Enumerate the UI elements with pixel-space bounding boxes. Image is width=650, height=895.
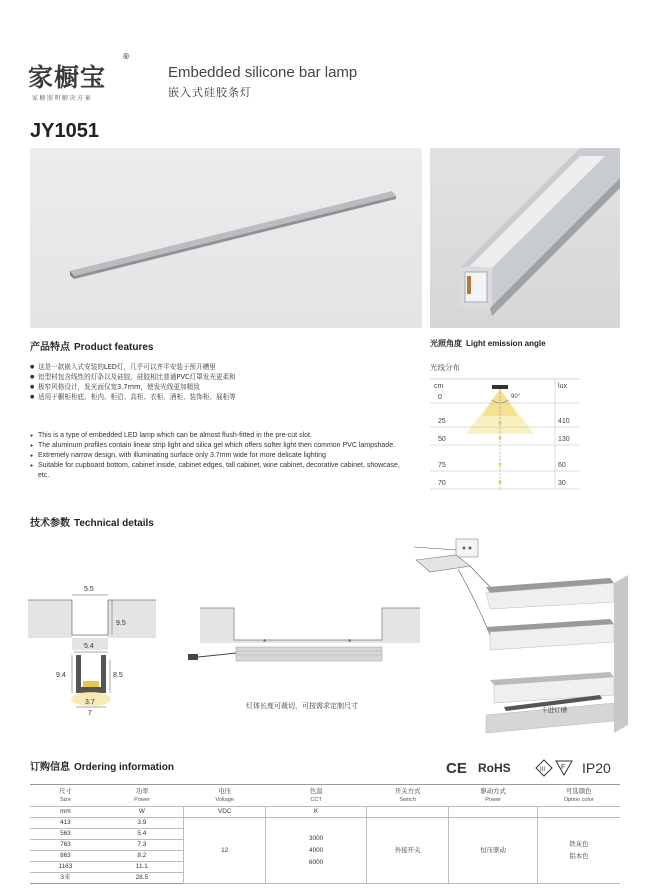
profile-section [56,643,123,717]
cut-note: 灯体长度可裁切，可按需求定制尺寸 [246,702,358,710]
feature-item-cn: ● 铝型材包含线性的灯条以及硅胶，硅胶相比普通PVC灯罩发光更柔和 [30,372,236,382]
class-three-icon: III [540,767,546,773]
features-list-en [30,431,410,481]
color-option: 铝本色 [569,852,589,860]
cell-power: 7.3 [101,840,184,851]
table-unit-row [30,807,620,818]
unit-voltage: VDC [183,807,266,818]
lamp-marker [492,385,508,389]
distribution-row [430,480,580,489]
features-heading-en: Product features [74,342,154,353]
row-lux: 30 [558,480,566,487]
cell-size: 1163 [30,862,101,873]
feature-item-en: ● Extremely narrow design, with illuminating surface only 3.7mm wide for more delicate lighting [30,451,410,461]
features-list-cn [30,362,236,402]
distribution-subtitle: 光线分布 [430,363,460,372]
slot-section [28,586,156,650]
feature-item-cn: ● 极窄风格设计，发光面仅宽3.7mm，使发光线更加精致 [30,382,236,392]
svg-text:*: * [348,638,352,647]
f-mark-icon: F [561,764,566,771]
lamp-bar-illustration [30,148,422,328]
col-cct: 色温 CCT [266,785,366,807]
cell-size: 763 [30,840,101,851]
cell-driver: 恒压驱动 [449,818,538,884]
ordering-table [30,784,620,884]
cell-size: 863 [30,851,101,862]
ordering-heading [30,758,174,773]
cell-size: 413 [30,818,101,829]
certification-marks [446,757,626,779]
distribution-row [430,436,580,445]
features-heading-cn: 产品特点 [30,342,70,353]
slot-width-label: 5.5 [84,586,94,593]
unit-lux: lux [558,383,567,390]
cell-voltage: 12 [183,818,266,884]
lamp-end-illustration [430,148,620,328]
col-driver: 驱动方式 Power [449,785,538,807]
cct-value: 3000 [309,834,324,842]
row-cm: 25 [438,418,446,425]
ce-mark-icon: CE [446,760,467,777]
brand-slogan: 家橱照明解决方案 [32,95,93,102]
product-photo-full [30,148,422,328]
svg-text:*: * [263,638,267,647]
ip-rating: IP20 [582,760,611,776]
cell-power: 11.1 [101,862,184,873]
cell-switch: 外接开关 [366,818,449,884]
row-cm: 70 [438,480,446,487]
profile-right-label: 8.5 [113,672,123,679]
technical-drawings [28,535,628,750]
col-switch: 开关方式 Switch [366,785,449,807]
distribution-row [430,462,580,471]
rohs-mark-icon: RoHS [478,761,511,775]
brand-logo [28,60,128,90]
table-row [30,818,620,829]
cell-color [537,818,620,884]
emission-heading-cn: 光照角度 [430,339,462,348]
col-size: 尺寸 Size [30,785,101,807]
cell-cct [266,818,366,884]
row-cm: 0 [438,394,442,401]
unit-cm: cm [434,383,444,390]
cct-value: 6000 [309,858,324,866]
registered-mark: ® [122,52,130,61]
cell-power: 8.2 [101,851,184,862]
product-title-cn: 嵌入式硅胶条灯 [168,86,252,99]
emission-heading-en: Light emission angle [466,339,546,348]
feature-item-en: ● The aluminum profiles contain linear strip light and silica gel which offers softer light then common PVC lampshade. [30,441,410,451]
model-number: JY1051 [30,120,99,142]
col-color: 可选颜色 Option color [537,785,620,807]
light-distribution-chart [430,360,620,495]
features-heading [30,338,153,353]
profile-top-label: 5.4 [84,643,94,650]
cell-power: 28.5 [101,873,184,884]
unit-power: W [101,807,184,818]
cell-power: 3.9 [101,818,184,829]
product-photo-closeup [430,148,620,328]
installation-view [414,539,628,733]
profile-emit-label: 3.7 [85,699,95,706]
technical-heading-en: Technical details [74,518,154,529]
slot-depth-label: 9.5 [116,620,126,627]
table-header-row [30,785,620,807]
col-power: 功率 Power [101,785,184,807]
product-title-en: Embedded silicone bar lamp [168,64,358,81]
side-view [188,608,420,711]
cell-power: 5.4 [101,829,184,840]
color-option: 铁灰色 [569,840,589,848]
feature-item-en: ● Suitable for cupboard bottom, cabinet inside, cabinet edges, tall cabinet, wine cabinet, decorative cabinet, showcase, etc. [30,461,410,481]
cell-size: 3米 [30,873,101,884]
col-voltage: 电压 Voltage [183,785,266,807]
unit-cct: K [266,807,366,818]
feature-item-cn: ● 适用于橱柜柜底、柜内、柜沿、高柜、衣柜、酒柜、装饰柜、展柜等 [30,392,236,402]
feature-item-en: ● This is a type of embedded LED lamp which can be almost flush-fitted in the pre-cut slot. [30,431,410,441]
profile-bottom-label: 7 [88,710,92,717]
row-lux: 130 [558,436,570,443]
feature-item-cn: ● 这是一款嵌入式安装的LED灯，几乎可以齐平安装于预开槽里 [30,362,236,372]
row-cm: 50 [438,436,446,443]
slot-label: 卡进灯槽 [541,706,567,714]
unit-size: mm [30,807,101,818]
angle-label: 90° [511,394,521,400]
row-lux: 60 [558,462,566,469]
emission-heading [430,338,546,349]
cct-value: 4000 [309,846,324,854]
ordering-heading-en: Ordering information [74,762,174,773]
technical-heading-cn: 技术参数 [30,518,70,529]
cell-size: 563 [30,829,101,840]
row-lux: 410 [558,418,570,425]
brand-name: 家橱宝 [28,63,107,90]
ordering-heading-cn: 订购信息 [30,762,70,773]
technical-heading [30,514,154,529]
row-cm: 75 [438,462,446,469]
profile-left-label: 9.4 [56,672,66,679]
